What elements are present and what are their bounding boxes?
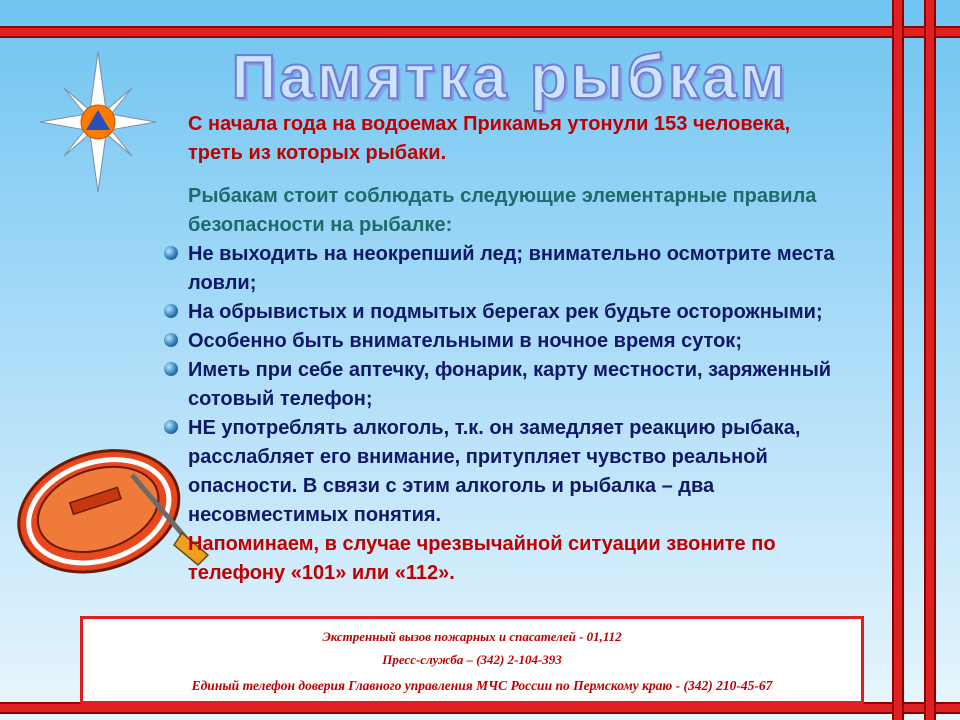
rules-list [188,240,838,530]
rule-text: НЕ употреблять алкоголь, т.к. он замедляет реакцию рыбака, расслабляет его внимание, притупляет чувство реальной опасности. В связи с этим алкоголь и рыбалка – два несовместимых понятия. [188,417,801,526]
bullet-icon [164,304,178,318]
contact-press-service: Пресс-служба – (342) 2-104-393 [382,652,562,667]
rule-text: Иметь при себе аптечку, фонарик, карту местности, заряженный сотовый телефон; [188,359,832,410]
contact-emergency: Экстренный вызов пожарных и спасателей - 01,112 [322,629,622,644]
rules-lead: Рыбакам стоит соблюдать следующие элементарные правила безопасности на рыбалке: [188,185,817,236]
bullet-icon [164,420,178,434]
emergency-reminder: Напоминаем, в случае чрезвычайной ситуации звоните по телефону «101» или «112». [188,533,776,584]
bullet-icon [164,362,178,376]
rule-text: Не выходить на неокрепший лед; внимательно осмотрите места ловли; [188,243,835,294]
boat-icon [12,415,212,595]
list-item [188,240,838,298]
frame-right-bar-1 [892,0,904,720]
intro-statement: С начала года на водоемах Прикамья утонули 153 человека, треть из которых рыбаки. [188,113,791,164]
list-item [188,356,838,414]
list-item [188,414,838,530]
frame-right-bar-2 [924,0,936,720]
list-item [188,327,838,356]
frame-top-bar [0,26,960,38]
contacts-box [80,616,864,704]
main-content [188,110,838,588]
contact-hotline: Единый телефон доверия Главного управления МЧС России по Пермскому краю - (342) 210-45-67 [191,678,773,693]
bullet-icon [164,246,178,260]
rule-text: На обрывистых и подмытых берегах рек будьте осторожными; [188,301,823,323]
bullet-icon [164,333,178,347]
rule-text: Особенно быть внимательными в ночное время суток; [188,330,742,352]
mchs-emblem-icon [40,52,156,192]
list-item [188,298,838,327]
page-title: Памятка рыбкам [231,43,789,112]
